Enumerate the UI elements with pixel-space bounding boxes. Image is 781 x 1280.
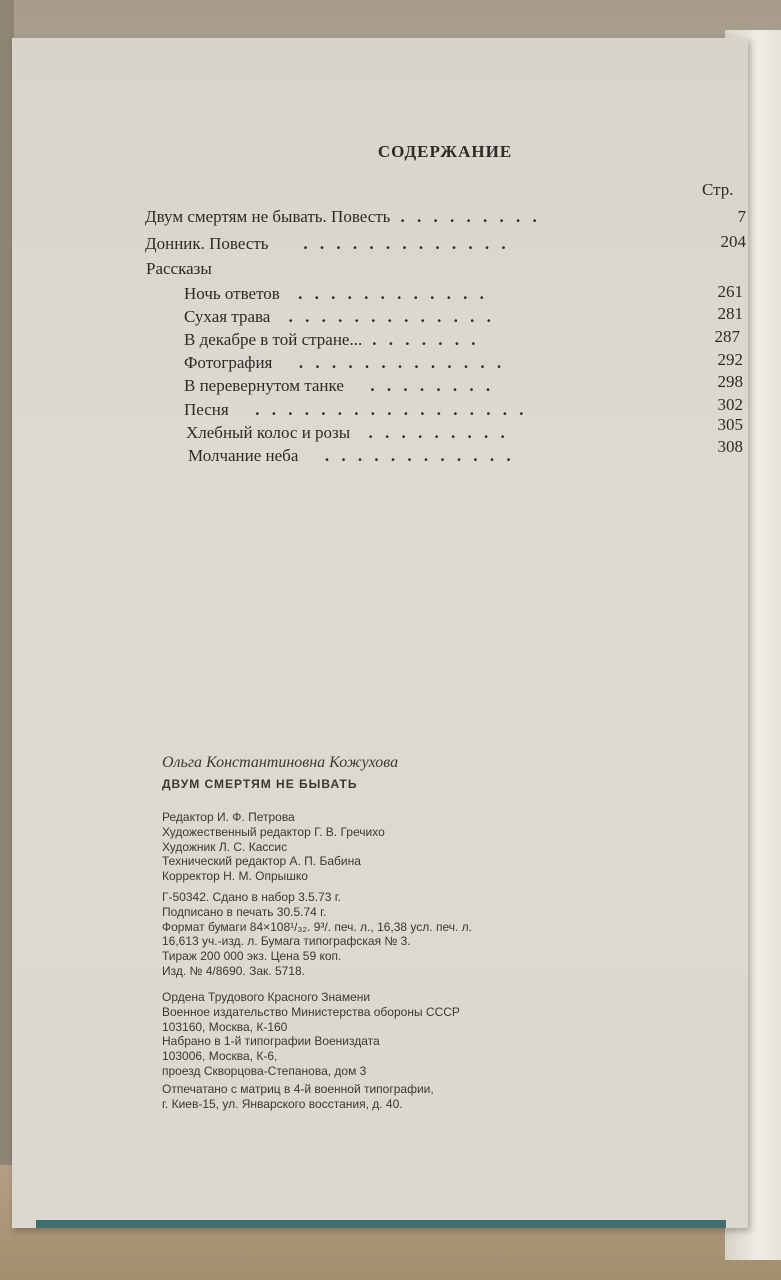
toc-entry-title: Донник. Повесть <box>145 234 269 253</box>
leader-dots: . . . . . . . . . . . . . <box>282 353 506 372</box>
printer-line: г. Киев-15, ул. Январского восстания, д. 40. <box>162 1096 403 1111</box>
leader-dots: . . . . . . . . . . . . <box>308 446 515 465</box>
publication-data-block <box>162 890 472 979</box>
toc-entry-title: Ночь ответов <box>184 284 280 303</box>
leader-dots: . . . . . . . . . . . . . . . . . <box>238 400 528 419</box>
publisher-line: Военное издательство Министерства обороны СССР <box>162 1004 460 1019</box>
credit-line: Технический редактор А. П. Бабина <box>162 854 361 869</box>
pubdata-line: Изд. № 4/8690. Зак. 5718. <box>162 963 305 978</box>
book-title: ДВУМ СМЕРТЯМ НЕ БЫВАТЬ <box>162 777 358 791</box>
toc-entry-title: Сухая трава <box>184 307 271 326</box>
toc-page-number: 204 <box>720 232 746 251</box>
author-name: Ольга Константиновна Кожухова <box>162 754 399 771</box>
toc-entry <box>184 330 479 350</box>
leader-dots: . . . . . . . . . . . . <box>289 284 488 303</box>
toc-entry-title: Хлебный колос и розы <box>186 423 351 442</box>
printer-block <box>162 1082 434 1112</box>
toc-page-number: 281 <box>717 304 743 323</box>
leader-dots: . . . . . . . <box>372 330 480 349</box>
toc-page-number: 305 <box>717 415 743 434</box>
publisher-line: 103006, Москва, К-6, <box>162 1049 278 1064</box>
toc-entry <box>145 207 541 227</box>
toc-page-number: 7 <box>737 207 746 226</box>
pubdata-line: Тираж 200 000 экз. Цена 59 коп. <box>162 949 342 964</box>
toc-page-number: 292 <box>717 350 743 369</box>
leader-dots: . . . . . . . . <box>353 376 495 395</box>
publisher-line: Набрано в 1-й типографии Воениздата <box>162 1034 380 1049</box>
toc-title: СОДЕРЖАНИЕ <box>377 142 513 161</box>
toc-entry <box>188 446 515 466</box>
publisher-line: проезд Скворцова-Степанова, дом 3 <box>162 1063 367 1078</box>
publisher-line: 103160, Москва, К-160 <box>162 1019 288 1034</box>
toc-entry <box>184 400 527 420</box>
toc-entry <box>186 423 509 443</box>
toc-entry <box>184 353 505 373</box>
credit-line: Редактор И. Ф. Петрова <box>162 810 295 824</box>
toc-entry-title: В декабре в той стране... <box>184 330 363 349</box>
toc-page-number: 287 <box>714 327 740 346</box>
toc-entry-title: Фотография <box>184 353 273 372</box>
toc-entry-title: Песня <box>184 400 229 419</box>
leader-dots: . . . . . . . . . . . . . <box>278 234 510 253</box>
toc-page-number: 261 <box>717 282 743 301</box>
printer-line: Отпечатано с матриц в 4-й военной типографии, <box>162 1082 434 1096</box>
credit-line: Художник Л. С. Кассис <box>162 839 288 854</box>
toc-page-number: 302 <box>717 395 743 414</box>
section-heading: Рассказы <box>146 259 212 278</box>
pubdata-line: Подписано в печать 30.5.74 г. <box>162 904 327 919</box>
credit-line: Корректор Н. М. Опрышко <box>162 869 308 884</box>
credits-block <box>162 810 385 884</box>
pubdata-line: Формат бумаги 84×108¹/₃₂. 9³/. печ. л., 16,38 усл. печ. л. <box>162 919 472 934</box>
toc-entry <box>184 284 488 304</box>
leader-dots: . . . . . . . . . . . . . <box>280 307 495 326</box>
pubdata-line: Г-50342. Сдано в набор 3.5.73 г. <box>162 890 342 904</box>
credit-line: Художественный редактор Г. В. Гречихо <box>162 824 385 839</box>
publisher-block <box>162 990 460 1079</box>
toc-page-number: 308 <box>717 437 743 456</box>
book-cover-edge <box>36 1220 726 1228</box>
leader-dots: . . . . . . . . . <box>360 423 509 442</box>
leader-dots: . . . . . . . . . <box>400 207 541 226</box>
toc-page-number: 298 <box>717 372 743 391</box>
toc-entry <box>184 307 495 327</box>
toc-entry-title: В перевернутом танке <box>184 376 344 395</box>
pubdata-line: 16,613 уч.-изд. л. Бумага типографская № 3. <box>162 934 411 949</box>
page-column-label: Стр. <box>702 180 734 199</box>
toc-entry <box>145 234 510 254</box>
toc-entry-title: Молчание неба <box>188 446 299 465</box>
toc-entry-title: Двум смертям не бывать. Повесть <box>145 207 391 226</box>
publisher-line: Ордена Трудового Красного Знамени <box>162 990 371 1004</box>
toc-entry <box>184 376 494 396</box>
